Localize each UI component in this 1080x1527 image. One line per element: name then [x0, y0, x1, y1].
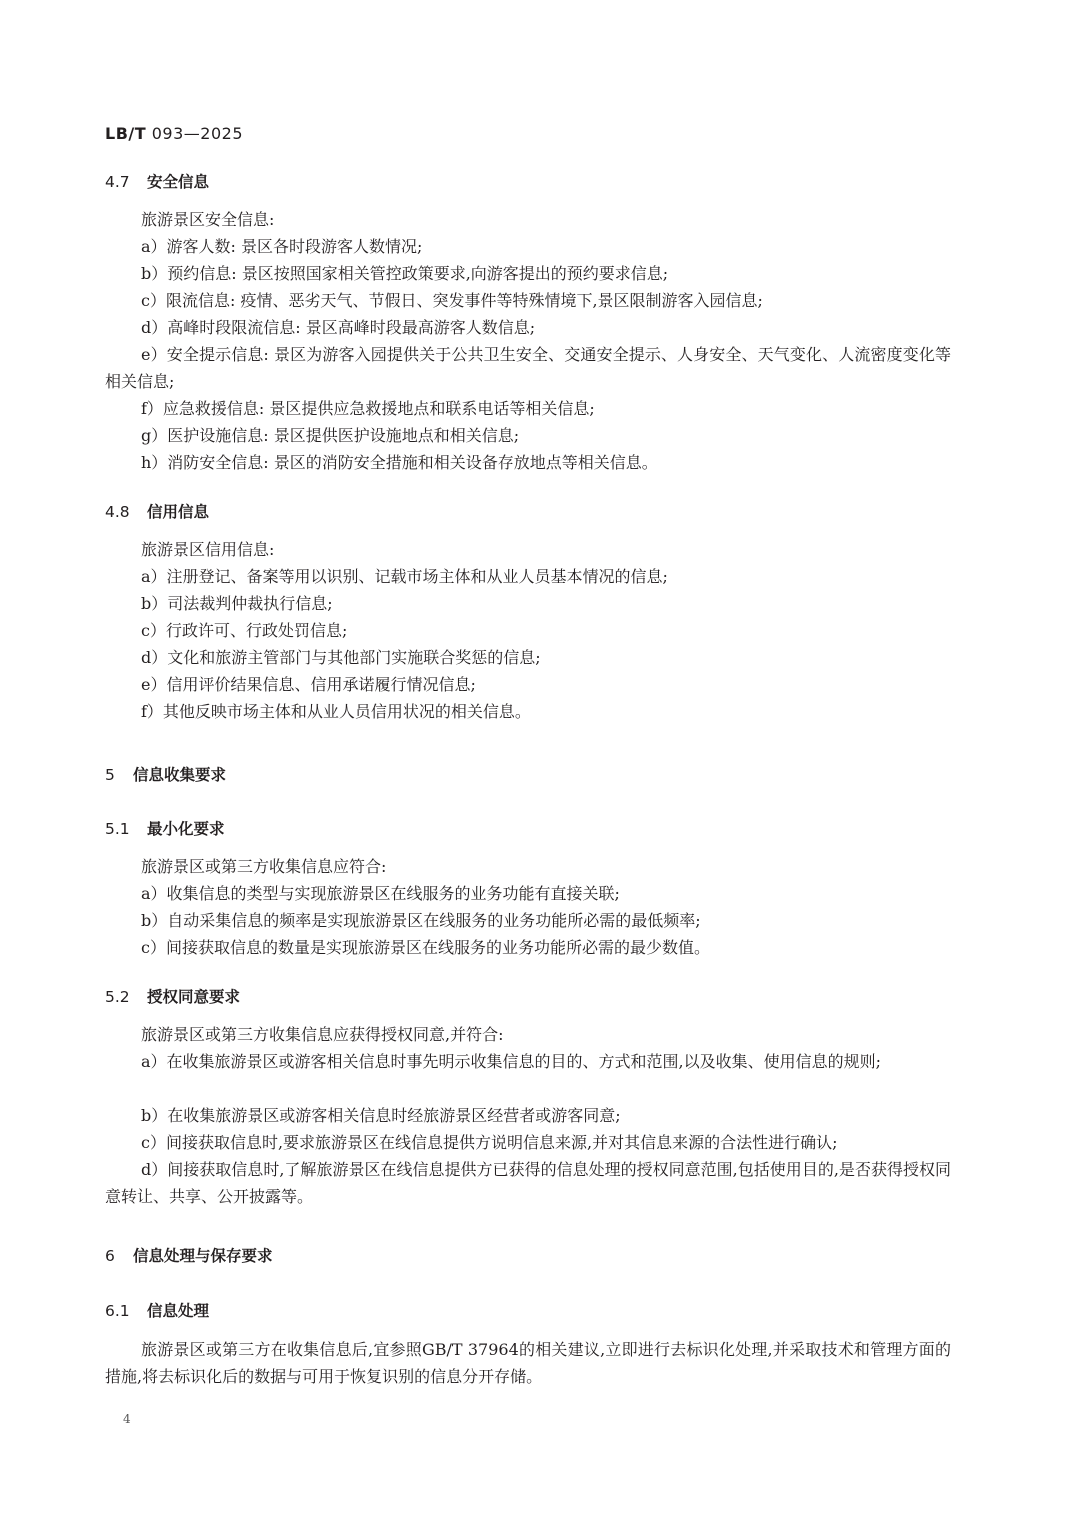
heading-title: 信息处理 [147, 1302, 210, 1320]
section-intro: 旅游景区或第三方收集信息应获得授权同意,并符合: [141, 1025, 504, 1044]
section-intro: 旅游景区信用信息: [141, 540, 275, 559]
list-item: c）间接获取信息的数量是实现旅游景区在线服务的业务功能所必需的最少数值。 [141, 938, 710, 957]
list-item: e）信用评价结果信息、信用承诺履行情况信息; [141, 675, 476, 694]
list-item: c）间接获取信息时,要求旅游景区在线信息提供方说明信息来源,并对其信息来源的合法性进行确认; [141, 1133, 838, 1152]
heading-title: 安全信息 [147, 173, 210, 191]
heading-6-1 [105, 1299, 209, 1321]
heading-title: 信用信息 [147, 503, 210, 521]
heading-4-8 [105, 500, 209, 522]
heading-5-1 [105, 817, 225, 839]
standard-code: 093—2025 [151, 124, 244, 143]
heading-number: 6.1 [105, 1302, 130, 1320]
list-item: a）收集信息的类型与实现旅游景区在线服务的业务功能有直接关联; [141, 884, 620, 903]
list-item: b）司法裁判仲裁执行信息; [141, 594, 333, 613]
list-item: h）消防安全信息: 景区的消防安全措施和相关设备存放地点等相关信息。 [141, 453, 658, 472]
list-item: d）间接获取信息时,了解旅游景区在线信息提供方已获得的信息处理的授权同意范围,包括使用目的,是否获得授权同意转让、共享、公开披露等。 [105, 1160, 951, 1206]
section-intro: 旅游景区或第三方收集信息应符合: [141, 857, 387, 876]
standard-number [105, 124, 243, 143]
list-item: b）在收集旅游景区或游客相关信息时经旅游景区经营者或游客同意; [141, 1106, 621, 1125]
list-item: e）安全提示信息: 景区为游客入园提供关于公共卫生安全、交通安全提示、人身安全、天气变化、人流密度变化等相关信息; [105, 345, 951, 391]
list-item: a）游客人数: 景区各时段游客人数情况; [141, 237, 423, 256]
heading-number: 5 [105, 766, 115, 784]
heading-number: 4.7 [105, 173, 130, 191]
list-item: c）限流信息: 疫情、恶劣天气、节假日、突发事件等特殊情境下,景区限制游客入园信息; [141, 291, 763, 310]
list-item: b）自动采集信息的频率是实现旅游景区在线服务的业务功能所必需的最低频率; [141, 911, 701, 930]
list-item: a）注册登记、备案等用以识别、记载市场主体和从业人员基本情况的信息; [141, 567, 668, 586]
heading-5-2 [105, 985, 240, 1007]
heading-title: 授权同意要求 [147, 988, 241, 1006]
heading-number: 5.2 [105, 988, 130, 1006]
heading-number: 5.1 [105, 820, 130, 838]
heading-number: 6 [105, 1247, 115, 1265]
list-item: g）医护设施信息: 景区提供医护设施地点和相关信息; [141, 426, 520, 445]
heading-4-7 [105, 170, 209, 192]
heading-title: 最小化要求 [147, 820, 225, 838]
heading-number: 4.8 [105, 503, 130, 521]
list-item: b）预约信息: 景区按照国家相关管控政策要求,向游客提出的预约要求信息; [141, 264, 669, 283]
heading-title: 信息收集要求 [133, 766, 227, 784]
list-item: c）行政许可、行政处罚信息; [141, 621, 348, 640]
page-number: 4 [123, 1412, 131, 1426]
list-item: a）在收集旅游景区或游客相关信息时事先明示收集信息的目的、方式和范围,以及收集、使用信息的规则; [141, 1052, 882, 1071]
heading-6 [105, 1244, 273, 1266]
list-item: d）高峰时段限流信息: 景区高峰时段最高游客人数信息; [141, 318, 536, 337]
heading-5 [105, 763, 226, 785]
list-item: f）其他反映市场主体和从业人员信用状况的相关信息。 [141, 702, 531, 721]
standard-prefix: LB/T [105, 124, 147, 143]
list-item: f）应急救援信息: 景区提供应急救援地点和联系电话等相关信息; [141, 399, 595, 418]
list-item: d）文化和旅游主管部门与其他部门实施联合奖惩的信息; [141, 648, 541, 667]
body-paragraph: 旅游景区或第三方在收集信息后,宜参照GB/T 37964的相关建议,立即进行去标识化处理,并采取技术和管理方面的措施,将去标识化后的数据与可用于恢复识别的信息分开存储。 [105, 1340, 951, 1386]
heading-title: 信息处理与保存要求 [133, 1247, 273, 1265]
section-intro: 旅游景区安全信息: [141, 210, 275, 229]
